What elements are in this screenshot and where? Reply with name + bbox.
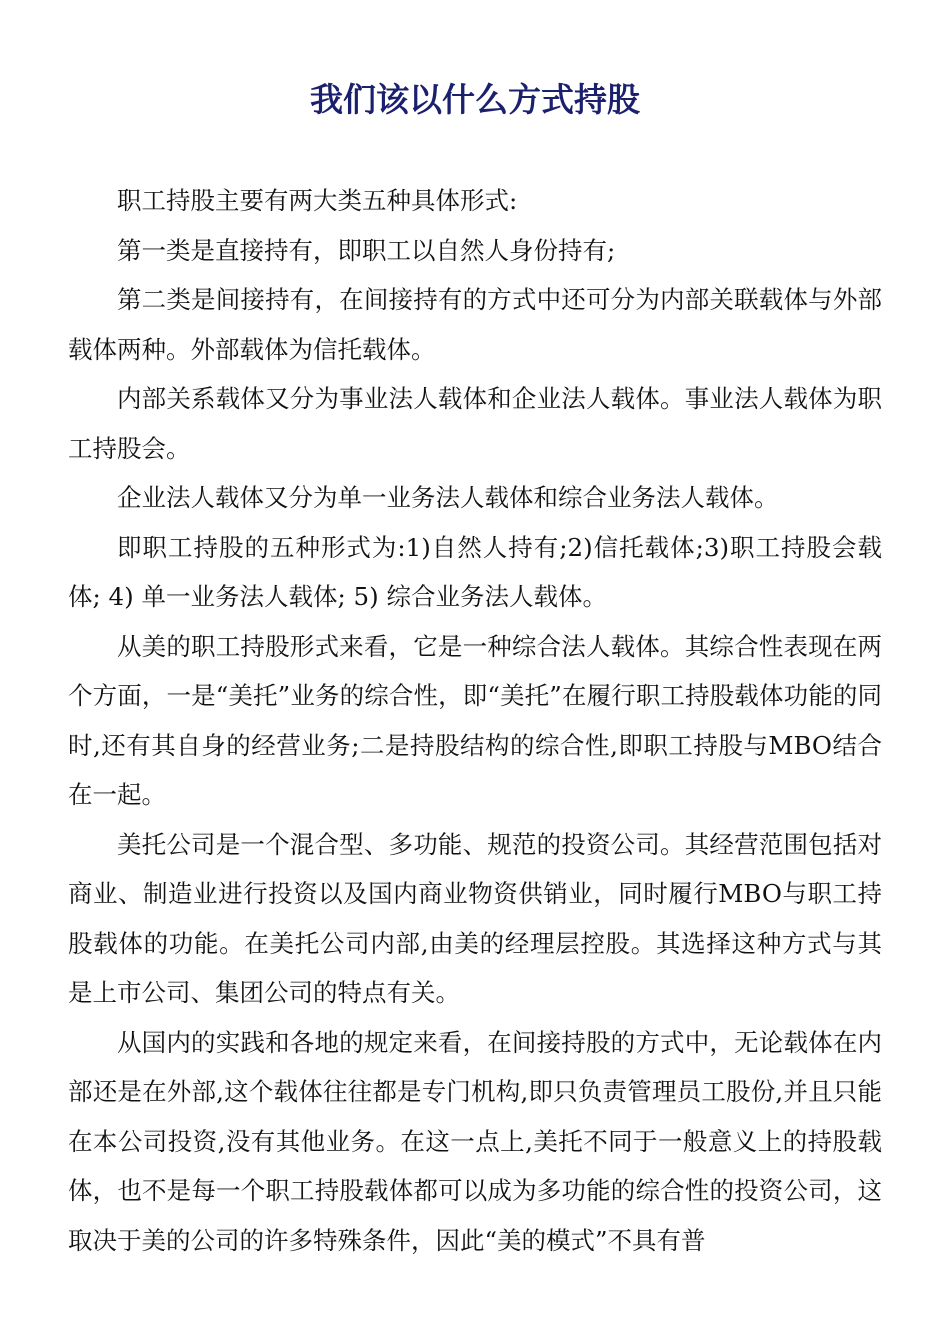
paragraph-1: 职工持股主要有两大类五种具体形式: [117, 186, 518, 215]
paragraph-3: 第二类是间接持有，在间接持有的方式中还可分为内部关联载体与外部载体两种。外部载体为信托载体。 [68, 285, 882, 364]
paragraph-9: 从国内的实践和各地的规定来看，在间接持股的方式中，无论载体在内部还是在外部,这个载体往往都是专门机构,即只负责管理员工股份,并且只能在本公司投资,没有其他业务。在这一点上,美托不同于一般意义上的持股载体，也不是每一个职工持股载体都可以成为多功能的综合性的投资公司，这取决于美的公司的许多特殊条件，因此“美的模式”不具有普 [68, 1027, 882, 1255]
paragraph-5: 企业法人载体又分为单一业务法人载体和综合业务法人载体。 [117, 483, 779, 512]
document-title: 我们该以什么方式持股 [310, 80, 640, 119]
paragraph-7: 从美的职工持股形式来看，它是一种综合法人载体。其综合性表现在两个方面，一是“美托”业务的综合性，即“美托”在履行职工持股载体功能的同时,还有其自身的经营业务;二是持股结构的综合性,即职工持股与MBO结合在一起。 [68, 631, 882, 809]
paragraph-4: 内部关系载体又分为事业法人载体和企业法人载体。事业法人载体为职工持股会。 [68, 384, 882, 463]
paragraph-8: 美托公司是一个混合型、多功能、规范的投资公司。其经营范围包括对商业、制造业进行投资以及国内商业物资供销业，同时履行MBO与职工持股载体的功能。在美托公司内部,由美的经理层控股。其选择这种方式与其是上市公司、集团公司的特点有关。 [68, 829, 882, 1007]
document-body [68, 176, 882, 1265]
paragraph-6: 即职工持股的五种形式为:1)自然人持有;2)信托载体;3)职工持股会载体; 4) 单一业务法人载体; 5) 综合业务法人载体。 [68, 532, 882, 611]
paragraph-2: 第一类是直接持有，即职工以自然人身份持有; [117, 235, 616, 265]
